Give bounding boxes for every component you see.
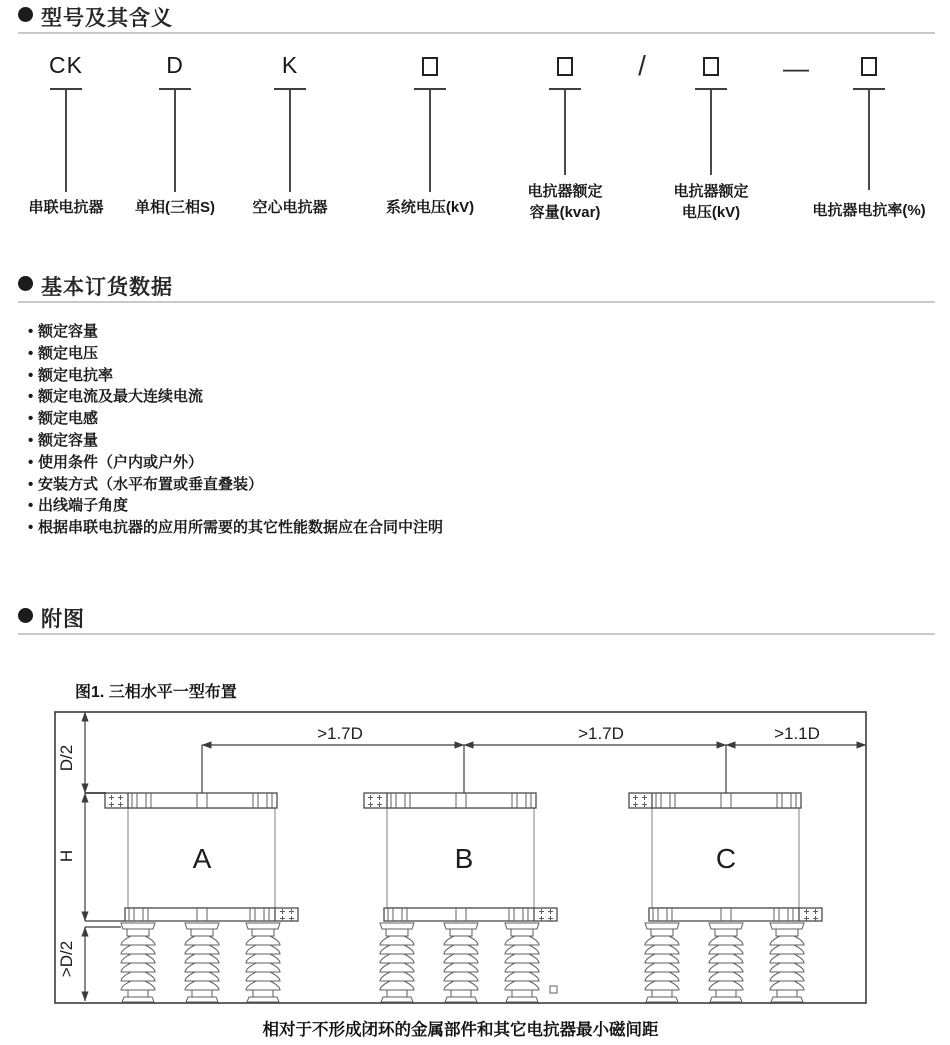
list-bullet-icon: •: [28, 323, 34, 340]
model-code-label: 系统电压(kV): [385, 199, 475, 216]
section-title: 附图: [41, 608, 85, 631]
model-code-box: [703, 57, 719, 76]
left-dimension-lines: [85, 712, 125, 1001]
code-pointer-line: [564, 90, 566, 175]
list-bullet-icon: •: [28, 344, 34, 362]
code-pointer-line: [710, 90, 712, 175]
detail-square: [550, 986, 557, 993]
model-code-text: CK: [49, 52, 83, 78]
list-item: • 使用条件（户内或户外）: [28, 452, 928, 474]
list-bullet-icon: •: [28, 453, 34, 471]
list-item: • 安装方式（水平布置或垂直叠装）: [28, 474, 928, 496]
section-bullet-icon: [18, 608, 33, 623]
model-code-text: D: [166, 52, 184, 78]
list-item: • 出线端子角度: [28, 495, 928, 517]
reactor-letter: B: [454, 843, 474, 874]
ordering-data-list: [28, 321, 928, 539]
list-bullet-icon: •: [28, 475, 34, 493]
section-rule: [18, 32, 935, 34]
code-pointer-line: [174, 90, 176, 192]
dimension-label-top: >1.7D: [578, 724, 624, 743]
list-bullet-icon: •: [28, 431, 34, 449]
figure-caption: 相对于不形成闭环的金属部件和其它电抗器最小磁间距: [262, 1021, 659, 1039]
model-code-text: K: [281, 52, 299, 78]
reactor-c: [629, 793, 822, 1002]
reactor-a: [105, 793, 298, 1002]
model-code-box: [422, 57, 438, 76]
model-code-diagram: CK 串联电抗器 D 单相(三相S) K 空心电抗器 系统电压(kV) 电抗器额定 容量(kvar) / 电抗器额定 电压(kV) — 电抗器电抗率(%): [28, 50, 926, 221]
code-pointer-line: [868, 90, 870, 190]
code-pointer-line: [429, 90, 431, 192]
figure-label: 图1. 三相水平一型布置: [75, 684, 237, 701]
list-bullet-icon: •: [28, 519, 34, 537]
model-code-label: 电抗器电抗率(%): [812, 202, 926, 219]
list-item: • 额定电压: [28, 343, 928, 365]
model-code-label: 电抗器额定 电压(kV): [673, 183, 749, 221]
model-code-label: 串联电抗器: [28, 199, 104, 216]
list-bullet-icon: •: [28, 410, 34, 428]
list-item: • 额定容量: [28, 321, 928, 343]
code-pointer-line: [289, 90, 291, 192]
model-code-label: 空心电抗器: [252, 199, 328, 216]
dimension-label-left: D/2: [57, 744, 76, 772]
reactor-b: [364, 793, 557, 1002]
list-item: • 额定电流及最大连续电流: [28, 386, 928, 408]
model-code-box: [557, 57, 573, 76]
arrangement-figure: [0, 700, 950, 1045]
top-dimension-lines: [202, 745, 866, 793]
list-bullet-icon: •: [28, 388, 34, 406]
list-bullet-icon: •: [28, 497, 34, 515]
section-rule: [18, 633, 935, 635]
section-title: 基本订货数据: [41, 276, 173, 299]
model-code-box: [861, 57, 877, 76]
dimension-label-left: H: [57, 849, 76, 863]
section-rule: [18, 301, 935, 303]
list-item: • 根据串联电抗器的应用所需要的其它性能数据应在合同中注明: [28, 517, 928, 539]
section-title: 型号及其含义: [41, 7, 173, 30]
list-item: • 额定电感: [28, 408, 928, 430]
reactor-letter: A: [192, 843, 212, 874]
model-code-label: 单相(三相S): [135, 199, 215, 216]
dimension-label-top: >1.7D: [317, 724, 363, 743]
model-code-label: 电抗器额定 容量(kvar): [527, 183, 603, 221]
code-pointer-line: [65, 90, 67, 192]
dimension-label-left: >D/2: [57, 940, 76, 978]
list-item: • 额定电抗率: [28, 365, 928, 387]
dimension-label-top: >1.1D: [774, 724, 820, 743]
section-bullet-icon: [18, 276, 33, 291]
list-item: • 额定容量: [28, 430, 928, 452]
reactor-letter: C: [715, 843, 737, 874]
section-bullet-icon: [18, 7, 33, 22]
list-bullet-icon: •: [28, 366, 34, 384]
